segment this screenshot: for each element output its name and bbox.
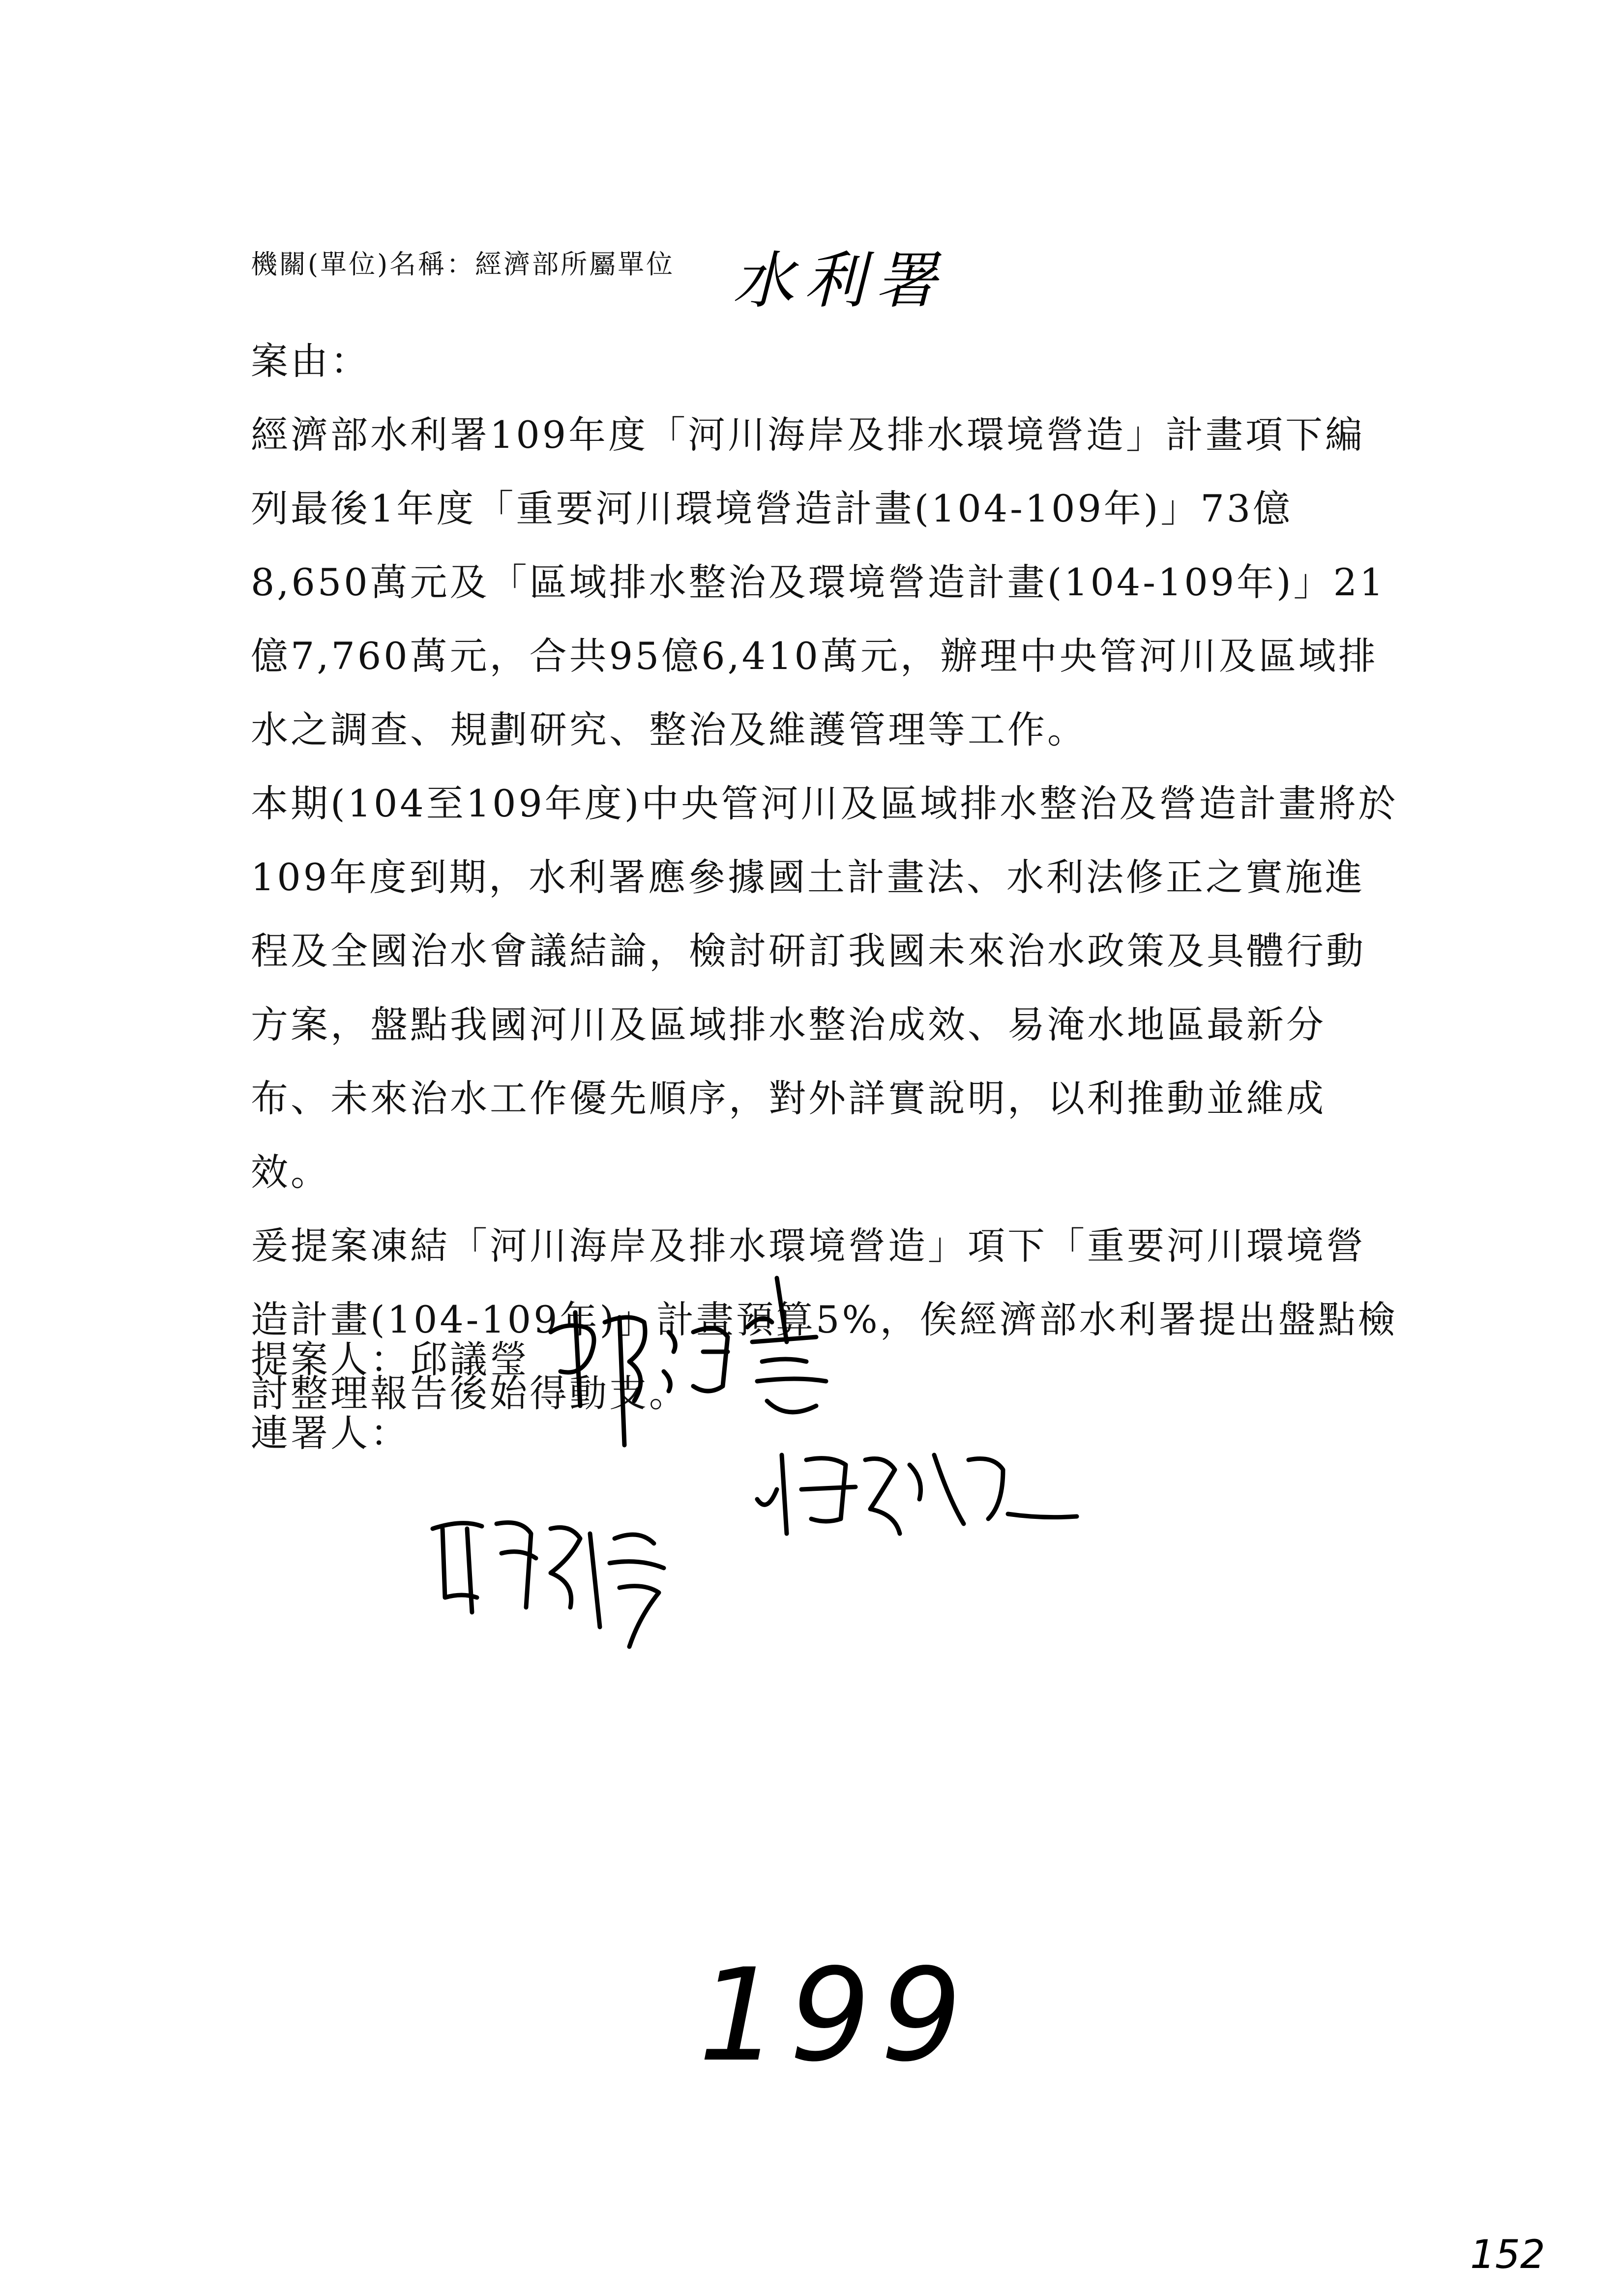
page-number-corner: 152: [1470, 2232, 1545, 2277]
paragraph-review: 本期(104至109年度)中央管河川及區域排水整治及營造計畫將於109年度到期，水利署應參據國土計畫法、水利法修正之實施進程及全國治水會議結論，檢討研訂我國未來治水政策及具體行動方案，盤點我國河川及區域排水整治成效、易淹水地區最新分布、未來治水工作優先順序，對外詳實說明，以利推動並維成效。: [251, 782, 1398, 1194]
paragraph-freeze: 爰提案凍結「河川海岸及排水環境營造」項下「重要河川環境營造計畫(104-109年)」計畫預算5%，俟經濟部水利署提出盤點檢討整理報告後始得動支。: [251, 1224, 1398, 1415]
agency-label: 機關(單位)名稱：經濟部所屬單位: [251, 249, 675, 280]
proposer-label: 提案人：邱議瑩: [251, 1337, 530, 1381]
page-number-main: 199: [698, 1942, 972, 2090]
agency-handwritten-name: 水利署: [733, 245, 946, 317]
case-heading: 案由：: [251, 339, 370, 383]
cosigner-signature-2: [747, 1425, 1082, 1553]
paragraph-budget: 經濟部水利署109年度「河川海岸及排水環境營造」計畫項下編列最後1年度「重要河川環境營造計畫(104-109年)」73億8,650萬元及「區域排水整治及環境營造計畫(104-109年)」21億7,760萬元，合共95億6,410萬元，辦理中央管河川及區域排水之調查、規劃研究、整治及維護管理等工作。: [251, 413, 1386, 752]
cosigner-signature-1: [423, 1499, 679, 1657]
cosigners-label: 連署人：: [251, 1411, 410, 1455]
